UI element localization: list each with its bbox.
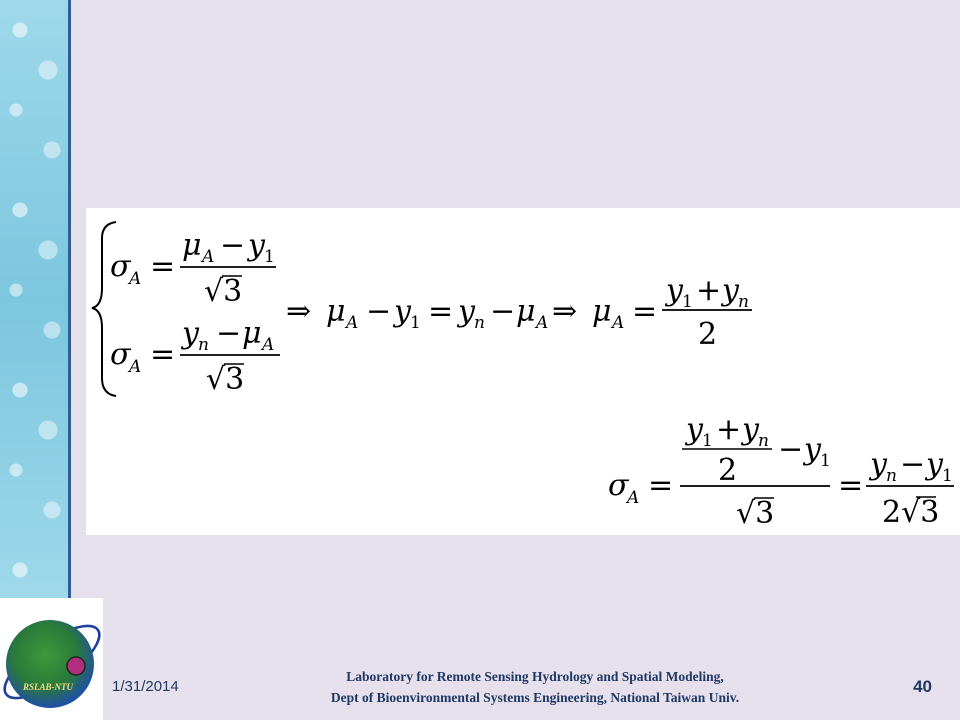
svg-text:=: =	[150, 249, 176, 284]
svg-text:n: n	[886, 466, 897, 486]
svg-text:μ: μ	[242, 316, 262, 351]
svg-text:μ: μ	[326, 294, 346, 329]
equation-figure	[86, 208, 960, 535]
svg-text:y: y	[182, 316, 199, 351]
page-number: 40	[913, 677, 932, 696]
svg-text:1: 1	[702, 431, 713, 451]
svg-text:−: −	[778, 432, 804, 467]
svg-text:−: −	[490, 294, 516, 329]
svg-text:−: −	[900, 447, 926, 482]
svg-text:=: =	[632, 294, 658, 329]
slide-date: 1/31/2014	[112, 678, 179, 695]
svg-text:A: A	[346, 313, 359, 333]
svg-text:1: 1	[264, 247, 275, 267]
svg-text:A: A	[536, 313, 549, 333]
svg-text:1: 1	[942, 466, 953, 486]
svg-text:n: n	[738, 292, 749, 312]
svg-text:−: −	[216, 316, 242, 351]
svg-text:y: y	[458, 294, 475, 329]
svg-text:y: y	[804, 432, 821, 467]
svg-text:+: +	[696, 273, 722, 308]
lab-logo	[0, 598, 103, 720]
svg-text:A: A	[612, 313, 625, 333]
svg-text:n: n	[198, 335, 209, 355]
svg-text:√3: √3	[204, 274, 243, 309]
svg-text:y: y	[870, 447, 887, 482]
footer-lab-info	[230, 666, 840, 708]
svg-text:1: 1	[820, 451, 831, 471]
system-equation-1	[110, 228, 276, 309]
svg-text:=: =	[428, 294, 454, 329]
svg-text:2: 2	[718, 453, 738, 488]
svg-text:+: +	[716, 412, 742, 447]
svg-text:μ: μ	[182, 228, 202, 263]
svg-text:y: y	[742, 412, 759, 447]
logo-text: RSLAB-NTU	[22, 682, 74, 692]
svg-text:√3: √3	[206, 362, 245, 397]
svg-text:=: =	[838, 468, 864, 503]
svg-text:1: 1	[410, 313, 421, 333]
svg-text:y: y	[666, 273, 683, 308]
sigma-result	[608, 412, 954, 531]
svg-text:σ: σ	[110, 249, 131, 284]
footer-line-1: Laboratory for Remote Sensing Hydrology and Spatial Modeling,	[346, 669, 724, 684]
svg-text:y: y	[248, 228, 265, 263]
svg-text:σ: σ	[110, 337, 131, 372]
svg-text:y: y	[394, 294, 411, 329]
decorative-water-strip	[0, 0, 71, 600]
svg-text:−: −	[366, 294, 392, 329]
svg-text:⇒: ⇒	[552, 294, 578, 329]
system-equation-2	[110, 316, 280, 397]
svg-text:A: A	[202, 247, 215, 267]
svg-text:A: A	[627, 488, 640, 508]
svg-text:y: y	[686, 412, 703, 447]
footer-line-2: Dept of Bioenvironmental Systems Engineering, National Taiwan Univ.	[330, 690, 740, 705]
svg-text:=: =	[648, 468, 674, 503]
svg-text:A: A	[129, 269, 142, 289]
svg-text:−: −	[220, 228, 246, 263]
implication-chain	[286, 273, 752, 352]
svg-text:1: 1	[682, 292, 693, 312]
equation-panel	[86, 208, 960, 535]
svg-text:A: A	[129, 357, 142, 377]
svg-text:√3: √3	[736, 496, 775, 531]
svg-text:σ: σ	[608, 468, 629, 503]
svg-text:n: n	[474, 313, 485, 333]
svg-text:2: 2	[698, 317, 718, 352]
svg-text:y: y	[926, 447, 943, 482]
svg-text:n: n	[758, 431, 769, 451]
svg-text:⇒: ⇒	[286, 294, 312, 329]
svg-text:=: =	[150, 337, 176, 372]
svg-text:μ: μ	[516, 294, 536, 329]
svg-text:2√3: 2√3	[882, 495, 940, 530]
svg-text:y: y	[722, 273, 739, 308]
svg-text:μ: μ	[592, 294, 612, 329]
svg-text:A: A	[262, 335, 275, 355]
